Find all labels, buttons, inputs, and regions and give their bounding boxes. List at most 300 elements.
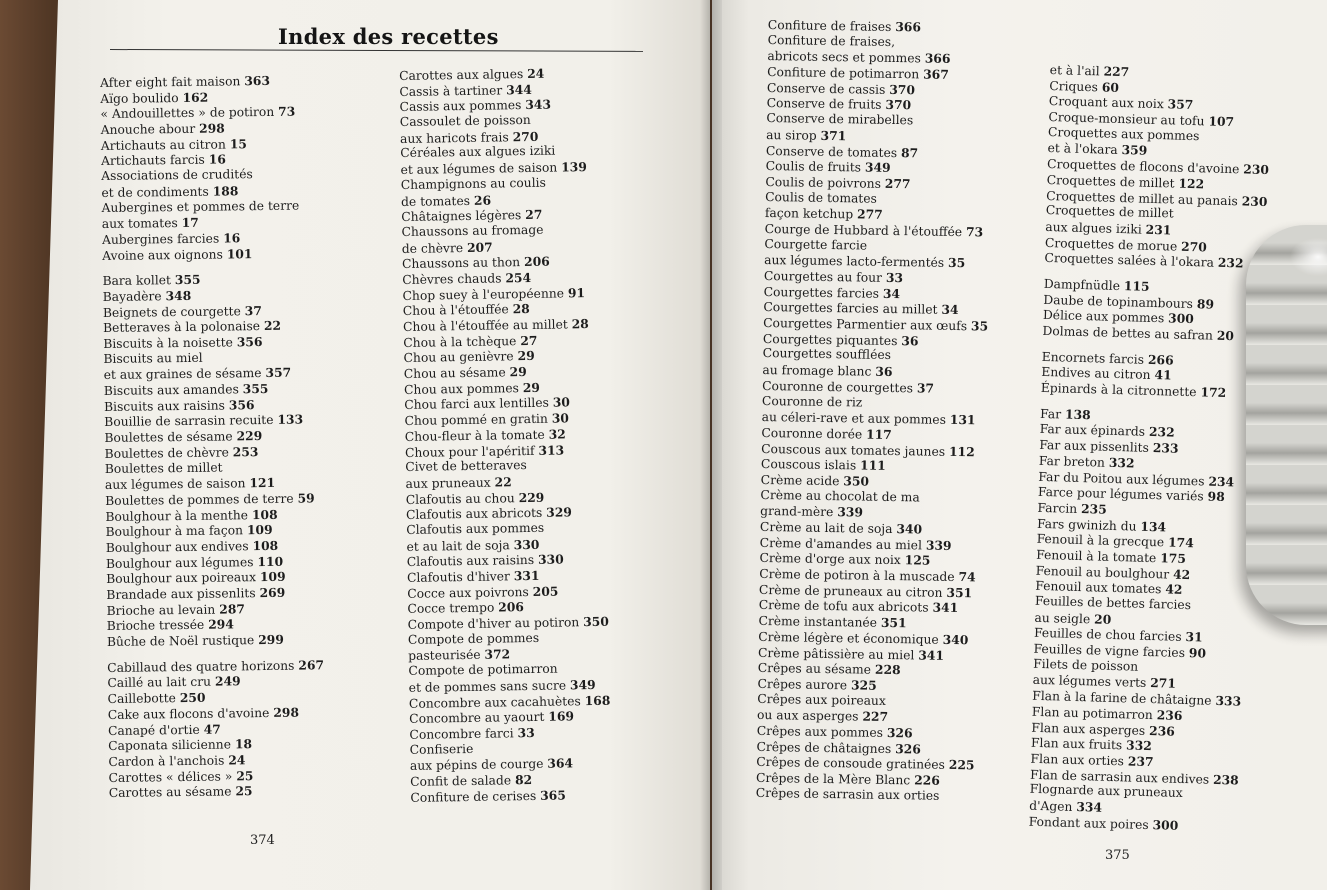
index-entry-title: Crème acide bbox=[760, 472, 840, 489]
index-entry bbox=[102, 198, 319, 216]
index-entry-title: Filets de poisson bbox=[1033, 656, 1139, 674]
index-entry-title: Fenouil à la grecque bbox=[1036, 532, 1165, 550]
index-entry-title: Crème au lait de soja bbox=[759, 519, 893, 537]
index-entry-page: 363 bbox=[244, 72, 271, 89]
index-entry-title: Civet de betteraves bbox=[405, 458, 527, 475]
index-entry-title: Far aux pissenlits bbox=[1039, 437, 1150, 456]
index-entry-title: Croquettes de millet bbox=[1046, 172, 1175, 191]
index-entry-page: 228 bbox=[874, 661, 901, 678]
index-entry-page: 29 bbox=[522, 379, 541, 395]
index-entry-page: 16 bbox=[208, 151, 226, 168]
index-entry-title: Flan aux asperges bbox=[1031, 720, 1146, 738]
index-entry-title: Artichauts farcis bbox=[100, 153, 205, 169]
index-entry-title: Crème pâtissière au miel bbox=[757, 645, 915, 662]
index-entry-title: Fenouil aux tomates bbox=[1035, 579, 1162, 597]
index-entry-page: 33 bbox=[517, 724, 535, 741]
left-page-number: 374 bbox=[250, 833, 275, 848]
index-entry-title: aux pruneaux bbox=[405, 475, 491, 491]
index-entry-title: Far du Poitou aux légumes bbox=[1038, 469, 1205, 488]
index-entry-page: 59 bbox=[297, 490, 315, 506]
index-entry-title: pasteurisée bbox=[408, 648, 481, 664]
index-entry-title: Crêpes aux poireaux bbox=[757, 691, 886, 708]
index-entry-title: Couronne dorée bbox=[761, 425, 863, 442]
index-entry-title: Beignets de courgette bbox=[102, 303, 241, 320]
index-entry-title: abricots secs et pommes bbox=[767, 49, 921, 66]
index-entry-title: aux algues iziki bbox=[1045, 219, 1142, 237]
index-entry-title: Caillé au lait cru bbox=[107, 675, 212, 691]
index-entry-title: Fenouil à la tomate bbox=[1036, 547, 1157, 566]
index-entry-title: Dampfnüdle bbox=[1043, 276, 1121, 293]
index-entry-page: 340 bbox=[942, 631, 969, 648]
index-entry-page: 188 bbox=[212, 183, 239, 199]
index-entry-page: 229 bbox=[518, 489, 545, 505]
index-entry-page: 233 bbox=[1152, 440, 1179, 456]
index-entry-title: Courgettes au four bbox=[763, 268, 883, 285]
index-entry-title: Flan aux fruits bbox=[1030, 735, 1123, 753]
index-entry-page: 111 bbox=[860, 457, 886, 474]
index-entry-title: Boulghour aux endives bbox=[105, 539, 249, 555]
index-entry-title: Far breton bbox=[1038, 453, 1106, 470]
index-entry-title: Flan au potimarron bbox=[1031, 704, 1154, 722]
index-entry-page: 351 bbox=[946, 584, 973, 601]
index-entry-page: 41 bbox=[1154, 367, 1172, 383]
index-entry-title: Boulettes de chèvre bbox=[104, 445, 229, 461]
index-entry-title: Boulghour à la menthe bbox=[105, 507, 249, 524]
index-entry-page: 340 bbox=[896, 521, 923, 537]
index-entry-page: 131 bbox=[949, 412, 976, 428]
index-entry-title: Couronne de riz bbox=[761, 393, 863, 410]
index-entry-title: Crème d'amandes au miel bbox=[759, 535, 923, 553]
index-entry-page: 37 bbox=[244, 302, 262, 318]
index-entry-page: 74 bbox=[958, 569, 976, 585]
index-entry-page: 253 bbox=[232, 443, 259, 460]
index-entry-page: 27 bbox=[520, 332, 538, 348]
index-entry bbox=[403, 316, 605, 335]
index-entry-page: 133 bbox=[277, 411, 304, 428]
index-entry-page: 231 bbox=[1145, 221, 1172, 238]
index-entry-title: Conserve de mirabelles bbox=[766, 111, 914, 128]
index-entry-page: 115 bbox=[1123, 278, 1150, 294]
index-entry-title: Feuilles de vigne farcies bbox=[1033, 641, 1186, 661]
index-entry-page: 344 bbox=[506, 81, 532, 98]
index-entry-page: 232 bbox=[1148, 424, 1175, 441]
index-entry-title: Croquettes de millet bbox=[1045, 203, 1174, 221]
left-index-column-2 bbox=[399, 65, 612, 805]
index-entry-title: aux pépins de courge bbox=[409, 757, 544, 774]
index-entry-page: 348 bbox=[165, 287, 192, 304]
index-entry-page: 326 bbox=[886, 724, 913, 741]
index-entry-page: 33 bbox=[885, 269, 904, 286]
index-entry-page: 108 bbox=[251, 506, 278, 522]
index-entry-title: Courgettes farcies bbox=[763, 284, 880, 301]
index-entry-page: 29 bbox=[509, 364, 527, 380]
index-entry-page: 249 bbox=[214, 673, 241, 690]
index-entry-title: de chèvre bbox=[401, 240, 464, 256]
index-entry-title: au sirop bbox=[766, 127, 817, 143]
index-entry-page: 47 bbox=[203, 721, 221, 737]
index-entry-page: 313 bbox=[538, 441, 565, 458]
index-entry bbox=[104, 412, 321, 430]
book-gutter bbox=[700, 0, 722, 890]
index-entry-title: Crêpes de châtaignes bbox=[756, 739, 892, 756]
index-entry-page: 168 bbox=[584, 692, 611, 708]
index-entry-page: 227 bbox=[1103, 63, 1130, 80]
index-entry-title: Crème légère et économique bbox=[758, 629, 939, 647]
index-entry-title: et de pommes sans sucre bbox=[408, 678, 567, 695]
index-entry-page: 42 bbox=[1165, 581, 1183, 598]
index-entry-page: 236 bbox=[1148, 722, 1176, 739]
index-entry-title: Bouillie de sarrasin recuite bbox=[104, 413, 274, 430]
index-entry-title: au fromage blanc bbox=[762, 363, 872, 379]
index-entry-title: Confiture de cerises bbox=[410, 788, 537, 805]
index-entry-page: 138 bbox=[1064, 406, 1091, 423]
index-entry-title: Chou au sésame bbox=[403, 365, 506, 382]
index-entry-page: 341 bbox=[918, 646, 945, 663]
index-entry-page: 36 bbox=[875, 363, 893, 380]
index-entry-page: 357 bbox=[1167, 96, 1194, 113]
index-entry-title: Confit de salade bbox=[410, 773, 512, 789]
index-entry-title: Clafoutis d'hiver bbox=[406, 569, 510, 585]
index-entry-title: Encornets farcis bbox=[1041, 349, 1145, 367]
index-entry-title: Canapé d'ortie bbox=[107, 722, 200, 738]
index-entry-title: Feuilles de chou farcies bbox=[1033, 626, 1182, 645]
glass-object bbox=[1246, 225, 1327, 625]
index-entry-title: Boulghour aux légumes bbox=[105, 554, 254, 571]
index-entry-page: 343 bbox=[525, 96, 552, 113]
index-entry-title: Brandade aux pissenlits bbox=[106, 586, 256, 602]
index-entry-page: 42 bbox=[1172, 566, 1191, 582]
index-entry-title: Courgette farcie bbox=[764, 236, 868, 253]
page-title: Index des recettes bbox=[278, 24, 499, 49]
index-entry-page: 169 bbox=[548, 708, 575, 724]
index-entry-title: Flan de sarrasin aux endives bbox=[1029, 767, 1210, 787]
index-entry-title: d'Agen bbox=[1029, 798, 1073, 814]
index-entry-page: 355 bbox=[174, 272, 201, 288]
index-entry-title: Clafoutis au chou bbox=[405, 490, 515, 507]
index-entry-page: 267 bbox=[298, 657, 325, 673]
index-entry-title: Croquettes aux pommes bbox=[1047, 124, 1200, 143]
index-entry-title: Crème d'orge aux noix bbox=[759, 551, 901, 568]
index-entry-title: Clafoutis aux raisins bbox=[406, 553, 535, 570]
index-entry-title: Chou aux pommes bbox=[403, 380, 519, 397]
index-entry-title: Cocce aux poivrons bbox=[407, 584, 529, 601]
index-entry-page: 107 bbox=[1208, 113, 1235, 130]
index-entry-title: Caponata silicienne bbox=[108, 737, 232, 754]
index-entry-title: Chou-fleur à la tomate bbox=[404, 427, 545, 444]
index-entry-page: 341 bbox=[932, 600, 959, 616]
index-entry-page: 206 bbox=[498, 599, 525, 615]
index-entry-title: Courge de Hubbard à l'étouffée bbox=[764, 221, 963, 240]
index-entry-title: Carottes « délices » bbox=[108, 768, 233, 785]
index-entry-title: Couscous islais bbox=[760, 457, 857, 473]
index-entry-title: Choux pour l'apéritif bbox=[404, 443, 535, 460]
index-entry-page: 270 bbox=[1180, 238, 1208, 255]
index-entry-page: 325 bbox=[850, 677, 877, 693]
index-entry-title: Chou farci aux lentilles bbox=[404, 396, 550, 413]
index-entry-page: 238 bbox=[1212, 771, 1239, 788]
index-entry-title: Far bbox=[1039, 406, 1062, 422]
index-entry-title: Fenouil au boulghour bbox=[1035, 563, 1170, 582]
index-entry-page: 226 bbox=[914, 772, 940, 788]
index-entry-title: Farce pour légumes variés bbox=[1037, 485, 1204, 504]
index-entry-page: 122 bbox=[1178, 175, 1205, 192]
index-entry bbox=[108, 704, 325, 722]
index-entry-title: Aubergines farcies bbox=[101, 231, 220, 247]
index-entry-page: 269 bbox=[259, 584, 286, 601]
index-entry-title: Concombre farci bbox=[409, 726, 514, 742]
index-entry-title: Chop suey à l'européenne bbox=[402, 286, 565, 303]
index-entry-title: Anouche abour bbox=[100, 121, 196, 138]
index-entry bbox=[408, 614, 610, 633]
index-entry-title: Confiture de potimarron bbox=[767, 65, 920, 82]
index-entry-page: 349 bbox=[569, 676, 596, 693]
index-entry-title: Cardon à l'anchois bbox=[108, 753, 225, 769]
index-entry-title: Biscuits aux amandes bbox=[103, 382, 239, 399]
index-entry-title: aux haricots frais bbox=[400, 130, 509, 146]
index-entry-page: 207 bbox=[466, 239, 493, 255]
index-entry-page: 234 bbox=[1208, 473, 1235, 489]
index-entry-page: 333 bbox=[1215, 692, 1242, 709]
index-entry-page: 300 bbox=[1167, 310, 1195, 327]
index-entry-title: Compote de potimarron bbox=[408, 661, 558, 679]
index-entry-title: Clafoutis aux pommes bbox=[406, 520, 545, 537]
index-entry-page: 32 bbox=[548, 426, 566, 442]
index-entry-title: Courgettes farcies au millet bbox=[763, 300, 938, 318]
index-entry-page: 330 bbox=[513, 536, 540, 552]
index-entry-page: 357 bbox=[265, 365, 292, 381]
index-entry-title: et de condiments bbox=[101, 184, 209, 200]
index-entry-title: Associations de crudités bbox=[101, 167, 253, 184]
index-entry-page: 300 bbox=[1152, 816, 1179, 833]
index-entry-title: Conserve de tomates bbox=[765, 143, 898, 160]
index-entry-title: Endives au citron bbox=[1041, 365, 1151, 383]
index-entry-page: 299 bbox=[258, 631, 284, 648]
index-entry-title: Crêpes aurore bbox=[757, 676, 848, 693]
index-entry-title: Chaussons au thon bbox=[401, 255, 521, 272]
index-entry-title: Conserve de fruits bbox=[766, 96, 882, 113]
index-entry-page: 25 bbox=[235, 783, 253, 799]
index-entry-page: 331 bbox=[513, 567, 540, 584]
index-entry-page: 27 bbox=[525, 206, 543, 223]
index-entry-page: 162 bbox=[182, 89, 209, 105]
index-entry-page: 359 bbox=[1121, 142, 1148, 159]
index-entry-page: 60 bbox=[1101, 79, 1120, 95]
index-entry-title: Chaussons au fromage bbox=[401, 222, 544, 239]
index-entry-page: 36 bbox=[901, 332, 919, 349]
index-entry-title: Concombre au yaourt bbox=[409, 709, 545, 727]
index-entry-page: 235 bbox=[1080, 500, 1107, 517]
index-entry-title: façon ketchup bbox=[764, 206, 854, 222]
index-entry-page: 108 bbox=[252, 537, 279, 554]
index-entry-page: 365 bbox=[540, 787, 566, 803]
index-entry-title: Aïgo boulido bbox=[100, 90, 179, 106]
index-entry-title: Coulis de fruits bbox=[765, 159, 862, 175]
index-entry-title: aux légumes de saison bbox=[104, 476, 246, 493]
index-entry-page: 330 bbox=[537, 551, 564, 568]
index-entry-page: 351 bbox=[880, 614, 907, 631]
index-entry bbox=[105, 490, 322, 508]
index-entry-page: 28 bbox=[571, 316, 589, 332]
index-entry-page: 90 bbox=[1188, 645, 1207, 661]
index-entry-title: Cassis à tartiner bbox=[399, 83, 503, 99]
index-entry-title: Croquettes salées à l'okara bbox=[1044, 251, 1215, 270]
index-entry-title: Feuilles de bettes farcies bbox=[1034, 593, 1192, 613]
index-entry-page: 109 bbox=[246, 522, 273, 538]
index-entry-page: 227 bbox=[862, 708, 889, 725]
index-entry-page: 229 bbox=[236, 428, 263, 444]
index-entry-page: 172 bbox=[1200, 384, 1227, 401]
index-entry-title: Crêpes de la Mère Blanc bbox=[755, 770, 911, 788]
index-entry-page: 91 bbox=[567, 284, 586, 300]
index-entry-page: 16 bbox=[223, 230, 241, 246]
index-entry-title: Cabillaud des quatre horizons bbox=[107, 658, 295, 675]
index-entry-page: 101 bbox=[226, 245, 253, 262]
index-entry-title: Bûche de Noël rustique bbox=[106, 633, 255, 650]
index-entry-title: Bara kollet bbox=[102, 273, 172, 289]
index-entry-page: 87 bbox=[900, 144, 919, 160]
index-entry-title: au seigle bbox=[1034, 610, 1091, 627]
index-entry-title: Avoine aux oignons bbox=[102, 247, 223, 263]
index-entry-page: 174 bbox=[1167, 534, 1194, 551]
index-entry-page: 230 bbox=[1243, 161, 1270, 178]
index-entry-page: 370 bbox=[889, 81, 916, 98]
index-entry-page: 225 bbox=[948, 757, 975, 773]
index-entry-page: 367 bbox=[923, 66, 949, 82]
index-entry-title: Chèvres chauds bbox=[402, 271, 502, 287]
index-entry-title: Crème instantanée bbox=[758, 614, 878, 630]
index-entry-page: 334 bbox=[1076, 798, 1103, 815]
index-entry-page: 31 bbox=[1185, 629, 1203, 645]
index-entry-page: 20 bbox=[1093, 611, 1112, 627]
index-entry-page: 34 bbox=[941, 302, 959, 318]
index-entry-title: Crème de potiron à la muscade bbox=[759, 566, 955, 585]
index-entry-page: 35 bbox=[947, 255, 966, 271]
index-entry-title: Crêpes de sarrasin aux orties bbox=[755, 785, 940, 803]
index-entry bbox=[400, 159, 602, 178]
index-entry-page: 28 bbox=[512, 301, 530, 317]
index-entry-page: 98 bbox=[1207, 488, 1225, 505]
index-entry-title: Crème au chocolat de ma bbox=[760, 487, 920, 505]
index-entry-page: 20 bbox=[1216, 327, 1235, 344]
index-entry-title: Croquettes de flocons d'avoine bbox=[1046, 157, 1240, 177]
index-entry-page: 37 bbox=[916, 380, 935, 396]
index-entry-title: Croquettes de morue bbox=[1044, 235, 1178, 254]
index-entry-title: Flan à la farine de châtaigne bbox=[1032, 688, 1212, 708]
index-entry-title: Crêpes de consoude gratinées bbox=[756, 755, 946, 773]
index-entry-page: 73 bbox=[278, 103, 296, 120]
index-entry-page: 134 bbox=[1140, 518, 1167, 534]
index-entry-page: 270 bbox=[512, 128, 539, 144]
index-entry-title: Farcin bbox=[1037, 500, 1078, 516]
index-entry-title: Clafoutis aux abricots bbox=[405, 506, 543, 523]
index-entry-title: et au lait de soja bbox=[406, 537, 510, 554]
index-entry-title: au céleri-rave et aux pommes bbox=[761, 410, 947, 428]
index-entry-page: 370 bbox=[885, 97, 912, 113]
index-entry-title: Couscous aux tomates jaunes bbox=[761, 441, 946, 459]
index-entry-title: Châtaignes légères bbox=[401, 208, 522, 225]
index-entry-title: Confiture de fraises bbox=[767, 17, 892, 34]
index-entry-page: 371 bbox=[820, 127, 847, 144]
index-entry-page: 329 bbox=[546, 504, 573, 520]
index-entry-title: After eight fait maison bbox=[100, 74, 241, 90]
index-entry-page: 175 bbox=[1160, 550, 1187, 566]
index-entry-page: 139 bbox=[561, 159, 587, 175]
index-entry-title: de tomates bbox=[400, 193, 471, 209]
index-entry-page: 121 bbox=[249, 475, 276, 491]
index-entry-title: Carottes aux algues bbox=[399, 67, 524, 83]
index-entry-title: Brioche au levain bbox=[106, 602, 216, 618]
index-entry-page: 34 bbox=[882, 285, 901, 301]
index-entry-title: Flognarde aux pruneaux bbox=[1029, 781, 1183, 801]
index-entry-page: 287 bbox=[219, 600, 245, 617]
index-entry-page: 271 bbox=[1150, 675, 1177, 692]
index-entry-page: 339 bbox=[837, 504, 864, 520]
index-entry-page: 364 bbox=[547, 755, 574, 772]
index-entry-title: Bayadère bbox=[102, 289, 162, 304]
index-entry-title: Conserve de cassis bbox=[766, 80, 886, 97]
index-entry-title: et à l'ail bbox=[1049, 62, 1100, 79]
index-entry-title: Fondant aux poires bbox=[1028, 814, 1149, 832]
index-entry-title: Chou pommé en gratin bbox=[404, 411, 548, 429]
index-entry-page: 266 bbox=[1147, 351, 1174, 368]
index-entry-title: Chou à l'étouffée au millet bbox=[402, 317, 568, 334]
index-entry-title: Cocce trempo bbox=[407, 600, 495, 617]
index-entry-title: Croquettes de millet au panais bbox=[1046, 188, 1239, 208]
index-entry-title: Coulis de poivrons bbox=[765, 174, 882, 191]
index-entry-page: 355 bbox=[242, 381, 269, 397]
index-entry-page: 298 bbox=[199, 120, 225, 136]
index-entry-page: 35 bbox=[970, 318, 989, 334]
index-entry-title: Dolmas de bettes au safran bbox=[1042, 323, 1214, 343]
index-entry-title: Champignons au coulis bbox=[400, 175, 546, 192]
index-entry-title: Chou au genièvre bbox=[403, 349, 514, 366]
index-entry bbox=[107, 657, 324, 675]
index-entry-page: 350 bbox=[843, 473, 870, 489]
index-entry-page: 332 bbox=[1108, 454, 1135, 471]
index-entry-title: ou aux asperges bbox=[756, 708, 859, 724]
right-index-column-2 bbox=[1029, 62, 1272, 835]
index-entry-title: Courgettes Parmentier aux œufs bbox=[763, 316, 968, 334]
index-entry-page: 254 bbox=[505, 269, 532, 286]
index-entry-title: Daube de topinambours bbox=[1043, 292, 1194, 311]
index-entry-title: Criques bbox=[1049, 78, 1099, 95]
index-entry-title: Artichauts au citron bbox=[100, 137, 226, 153]
index-entry-page: 366 bbox=[895, 19, 922, 35]
index-entry-title: Caillebotte bbox=[107, 691, 176, 707]
index-entry-page: 17 bbox=[181, 214, 199, 231]
index-entry-title: Boulettes de millet bbox=[104, 460, 223, 476]
index-entry-title: Concombre aux cacahuètes bbox=[408, 693, 581, 711]
index-entry-title: Chou à la tchèque bbox=[403, 333, 517, 350]
index-entry-title: Brioche tressée bbox=[106, 618, 205, 634]
right-page-number: 375 bbox=[1105, 848, 1130, 863]
index-entry-page: 24 bbox=[527, 65, 545, 81]
index-entry-title: et à l'okara bbox=[1047, 141, 1118, 158]
index-entry-page: 366 bbox=[924, 50, 951, 67]
index-entry-title: Épinards à la citronnette bbox=[1040, 380, 1197, 400]
index-entry-page: 89 bbox=[1196, 295, 1215, 312]
index-entry-page: 29 bbox=[517, 348, 535, 364]
index-entry-title: Fars gwinizh du bbox=[1036, 516, 1137, 534]
index-entry-page: 15 bbox=[229, 135, 247, 152]
index-entry-page: 206 bbox=[523, 253, 550, 270]
index-entry-title: et aux légumes de saison bbox=[400, 160, 558, 178]
index-entry-title: aux légumes verts bbox=[1032, 673, 1147, 691]
index-entry-title: Croque-monsieur au tofu bbox=[1048, 110, 1205, 129]
index-entry-page: 237 bbox=[1127, 753, 1154, 770]
index-entry-page: 277 bbox=[884, 175, 911, 192]
index-entry-title: Biscuits aux raisins bbox=[103, 398, 226, 414]
